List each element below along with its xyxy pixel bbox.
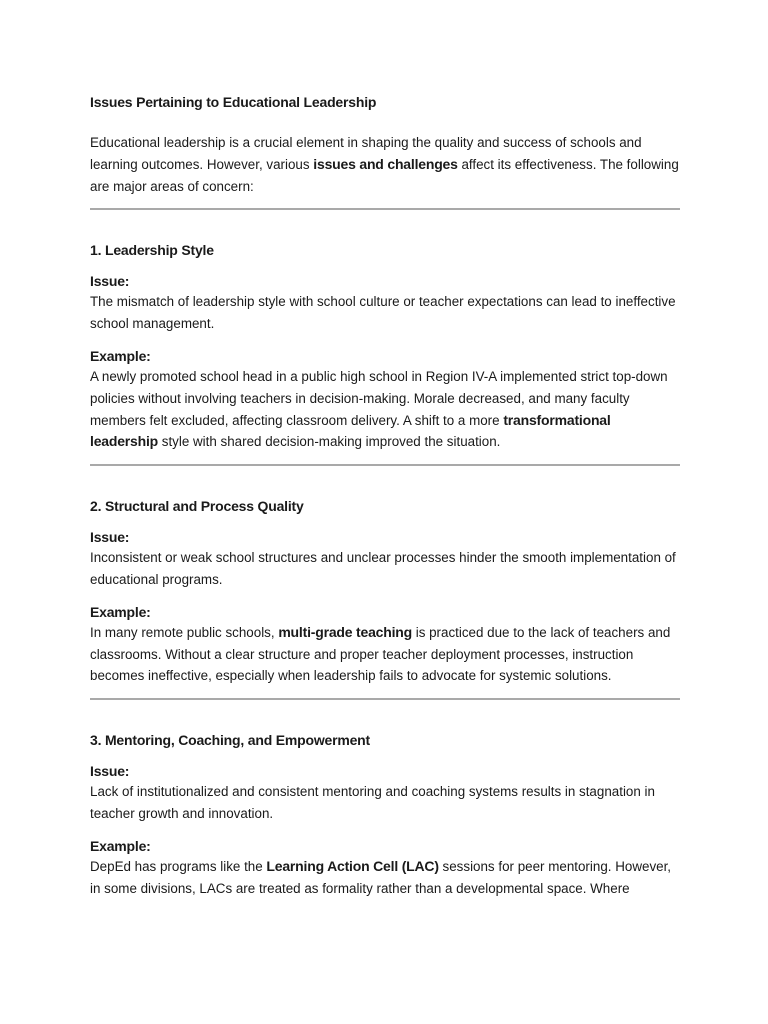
intro-text-start: Educational leadership is a crucial element in shaping the quality and success of schools and learning outcomes. However, various: [90, 135, 642, 172]
issue-text: Inconsistent or weak school structures and unclear processes hinder the smooth implementation of educational programs.: [90, 550, 676, 587]
document-page: [90, 92, 680, 899]
section-divider: [90, 464, 680, 466]
example-text-start: A newly promoted school head in a public high school in Region IV-A implemented strict top-down policies without involving teachers in decision-making. Morale decreased, and many faculty members felt excluded, affecting classroom delivery. A shift to a more: [90, 368, 668, 428]
intro-paragraph: [90, 132, 680, 197]
issue-text: Lack of institutionalized and consistent mentoring and coaching systems results in stagnation in teacher growth and innovation.: [90, 784, 655, 821]
example-bold-phrase: multi-grade teaching: [278, 623, 412, 640]
issue-label: Issue:: [90, 529, 130, 546]
document-title: Issues Pertaining to Educational Leadership: [90, 94, 377, 110]
section-heading-leadership-style: 1. Leadership Style: [90, 242, 214, 259]
example-label: Example:: [90, 837, 151, 854]
example-text: [90, 622, 680, 687]
example-text-start: DepEd has programs like the: [90, 858, 267, 874]
example-text-end: sessions for peer mentoring. However, in some divisions, LACs are treated as formality rather than a developmental space. Where: [90, 858, 672, 896]
example-text-end: style with shared decision-making improved the situation.: [158, 434, 501, 450]
intro-bold-phrase: issues and challenges: [313, 155, 458, 172]
example-text: [90, 366, 680, 453]
example-text-end: is practiced due to the lack of teachers and classrooms. Without a clear structure and proper teacher deployment processes, instruction becomes ineffective, especially when leadership fails to advocate for systemic solutions.: [90, 624, 671, 684]
section-divider: [90, 698, 680, 700]
issue-label: Issue:: [90, 763, 130, 780]
issue-text: The mismatch of leadership style with school culture or teacher expectations can lead to ineffective school management.: [90, 294, 676, 332]
intro-text-end: affect its effectiveness. The following are major areas of concern:: [90, 156, 679, 194]
example-text-start: In many remote public schools,: [90, 624, 279, 640]
example-label: Example:: [90, 603, 151, 620]
example-bold-phrase: Learning Action Cell (LAC): [266, 857, 439, 874]
example-label: Example:: [90, 347, 151, 364]
example-text: [90, 856, 680, 900]
section-divider: [90, 208, 680, 210]
example-bold-phrase: transformational leadership: [90, 411, 611, 450]
issue-label: Issue:: [90, 273, 130, 290]
section-heading-mentoring-coaching: 3. Mentoring, Coaching, and Empowerment: [90, 732, 370, 749]
section-heading-structural-process-quality: 2. Structural and Process Quality: [90, 498, 304, 515]
